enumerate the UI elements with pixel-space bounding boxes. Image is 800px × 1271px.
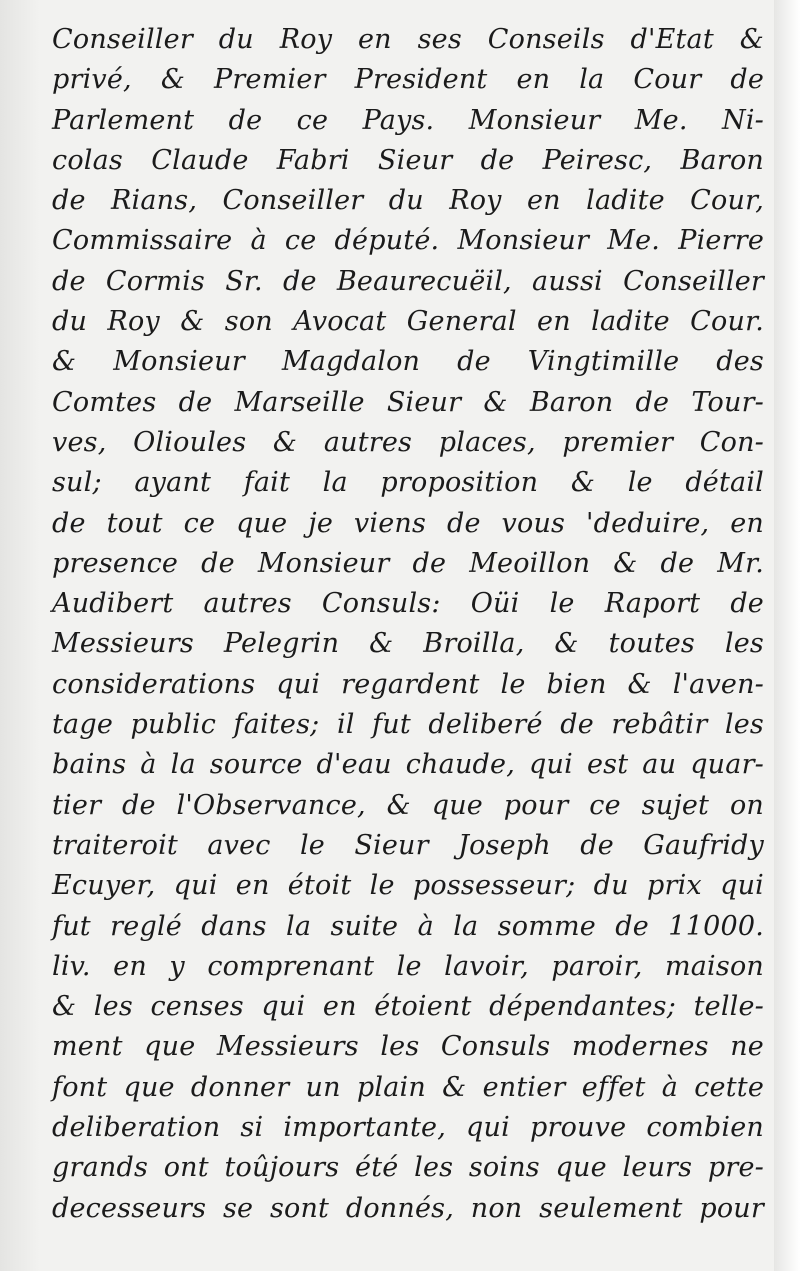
text-line: ves, Olioules & autres places, premier Con- [52,426,764,458]
text-line: traiteroit avec le Sieur Joseph de Gaufridy [52,829,764,861]
text-line: liv. en y comprenant le lavoir, paroir, maison [52,950,764,982]
text-line: grands ont toûjours été les soins que leurs pre- [52,1152,764,1184]
text-line: & Monsieur Magdalon de Vingtimille des [52,346,764,378]
page-edge-right [774,0,800,1271]
text-line: Ecuyer, qui en étoit le possesseur; du prix qui [52,870,764,902]
text-line: Parlement de ce Pays. Monsieur Me. Ni- [52,104,764,136]
text-line: de Rians, Conseiller du Roy en ladite Cour, [52,185,764,217]
text-line: du Roy & son Avocat General en ladite Cour. [52,306,764,338]
text-line: de Cormis Sr. de Beaurecuëil, aussi Conseiller [52,265,764,297]
text-line: Comtes de Marseille Sieur & Baron de Tour- [52,386,764,418]
text-line: ment que Messieurs les Consuls modernes ne [52,1031,764,1063]
text-line: fut reglé dans la suite à la somme de 11000. [52,910,764,942]
text-line: tage public faites; il fut deliberé de rebâtir les [52,709,764,741]
text-line: privé, & Premier President en la Cour de [52,64,764,96]
text-line: font que donner un plain & entier effet à cette [52,1071,764,1103]
text-line: Messieurs Pelegrin & Broilla, & toutes les [52,628,764,660]
text-line: colas Claude Fabri Sieur de Peiresc, Baron [52,144,764,176]
text-line: presence de Monsieur de Meoillon & de Mr. [52,547,764,579]
text-line: sul; ayant fait la proposition & le détail [52,467,764,499]
text-line: tier de l'Observance, & que pour ce sujet on [52,789,764,821]
text-line: decesseurs se sont donnés, non seulement pour [52,1192,764,1224]
text-line: deliberation si importante, qui prouve combien [52,1112,764,1144]
text-line: Commissaire à ce député. Monsieur Me. Pierre [52,225,764,257]
text-line: Audibert autres Consuls: Oüi le Raport de [52,588,764,620]
text-line: bains à la source d'eau chaude, qui est au quar- [52,749,764,781]
text-line: considerations qui regardent le bien & l'aven- [52,668,764,700]
page-shadow-left [0,0,40,1271]
text-line: de tout ce que je viens de vous 'deduire, en [52,507,764,539]
body-text [52,20,764,1229]
text-line: & les censes qui en étoient dépendantes; telle- [52,991,764,1023]
text-line: Conseiller du Roy en ses Conseils d'Etat & [52,24,764,55]
